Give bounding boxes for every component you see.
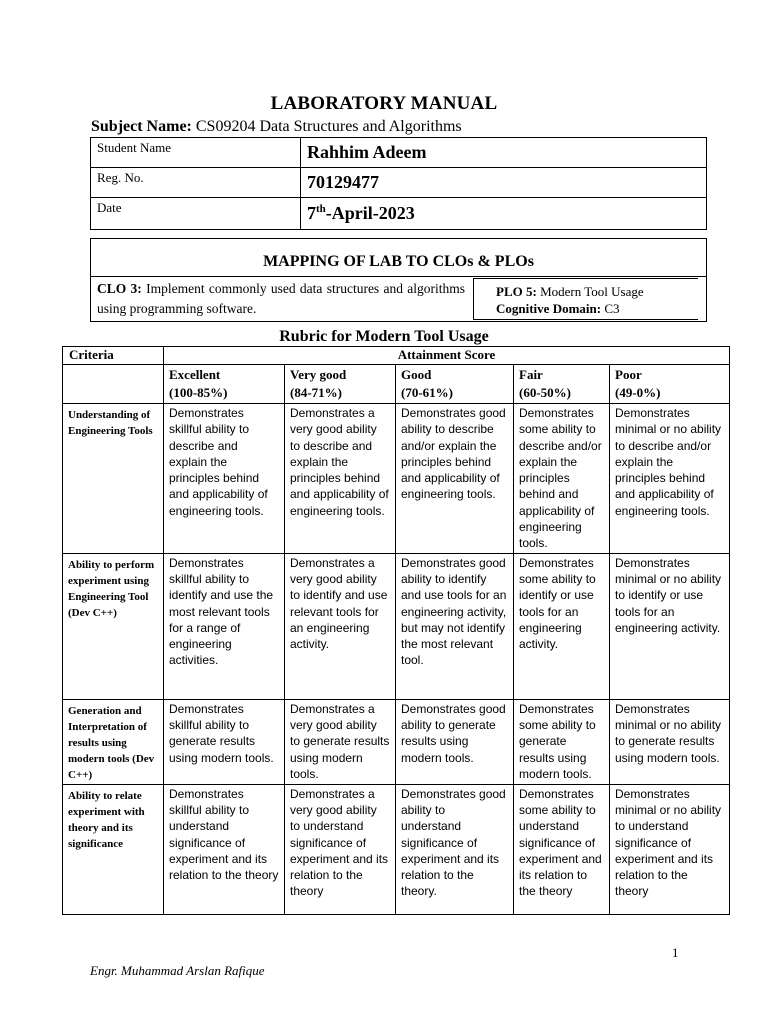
- cognitive-domain-label: Cognitive Domain:: [496, 301, 602, 316]
- level-name: Good: [401, 367, 432, 382]
- level-range: (84-71%): [290, 385, 342, 400]
- rubric-cell: Demonstrates a very good ability to identify and use relevant tools for an engineering activity.: [285, 553, 396, 699]
- reg-no-value: 70129477: [301, 168, 707, 198]
- rubric-cell: Demonstrates skillful ability to generate results using modern tools.: [164, 699, 285, 784]
- date-month-year: -April-2023: [325, 203, 415, 223]
- rubric-cell: Demonstrates a very good ability to generate results using modern tools.: [285, 699, 396, 784]
- footer-author: Engr. Muhammad Arslan Rafique: [90, 963, 265, 978]
- plo-label: PLO 5:: [496, 284, 537, 299]
- rubric-cell: Demonstrates some ability to generate results using modern tools.: [514, 699, 610, 784]
- subject-value: CS09204 Data Structures and Algorithms: [195, 118, 462, 135]
- rubric-header-row: [63, 347, 730, 365]
- date-label: Date: [91, 198, 301, 230]
- rubric-cell: Demonstrates minimal or no ability to generate results using modern tools.: [610, 699, 730, 784]
- date-value: [301, 198, 707, 230]
- mapping-title: MAPPING OF LAB TO CLOs & PLOs: [263, 253, 534, 270]
- clo-text: [97, 279, 465, 319]
- table-row: [63, 553, 730, 699]
- rubric-cell: Demonstrates some ability to describe and/or explain the principles behind and applicability of engineering tools.: [514, 404, 610, 554]
- criterion-label: Ability to relate experiment with theory and its significance: [63, 784, 164, 914]
- mapping-content: [91, 276, 706, 322]
- rubric-cell: Demonstrates skillful ability to understand significance of experiment and its relation to the theory: [164, 784, 285, 914]
- student-name-label: Student Name: [91, 138, 301, 168]
- rubric-cell: Demonstrates good ability to identify and use tools for an engineering activity, but may not identify the most relevant tool.: [396, 553, 514, 699]
- plo-box: [473, 278, 698, 320]
- level-name: Poor: [615, 367, 642, 382]
- clo-description: Implement commonly used data structures and algorithms using programming software.: [97, 281, 466, 316]
- cognitive-domain-value: C3: [604, 301, 620, 316]
- rubric-cell: Demonstrates some ability to understand significance of experiment and its relation to the theory: [514, 784, 610, 914]
- student-info-table: [90, 137, 707, 230]
- level-excellent: [164, 365, 285, 404]
- table-row: [63, 784, 730, 914]
- levels-empty-cell: [63, 365, 164, 404]
- level-range: (70-61%): [401, 385, 453, 400]
- subject-line: [91, 118, 462, 136]
- criterion-label: Generation and Interpretation of results using modern tools (Dev C++): [63, 699, 164, 784]
- reg-no-row: [91, 168, 707, 198]
- subject-label: Subject Name:: [91, 118, 192, 135]
- rubric-table: [62, 346, 730, 915]
- rubric-cell: Demonstrates good ability to generate results using modern tools.: [396, 699, 514, 784]
- rubric-cell: Demonstrates a very good ability to understand significance of experiment and its relation to the theory: [285, 784, 396, 914]
- level-range: (60-50%): [519, 385, 571, 400]
- criterion-label: Ability to perform experiment using Engineering Tool (Dev C++): [63, 553, 164, 699]
- table-row: [63, 699, 730, 784]
- rubric-cell: Demonstrates a very good ability to describe and explain the principles behind and applicability of engineering tools.: [285, 404, 396, 554]
- rubric-title: Rubric for Modern Tool Usage: [279, 328, 489, 345]
- criteria-header: Criteria: [63, 347, 164, 365]
- attainment-score-header: Attainment Score: [164, 347, 730, 365]
- plo-description: Modern Tool Usage: [540, 284, 644, 299]
- level-name: Excellent: [169, 367, 221, 382]
- table-row: [63, 404, 730, 554]
- rubric-cell: Demonstrates minimal or no ability to describe and/or explain the principles behind and applicability of engineering tools.: [610, 404, 730, 554]
- rubric-cell: Demonstrates minimal or no ability to identify or use tools for an engineering activity.: [610, 553, 730, 699]
- level-poor: [610, 365, 730, 404]
- date-row: [91, 198, 707, 230]
- plo-text: [496, 283, 644, 317]
- date-day: 7: [307, 203, 316, 223]
- level-range: (49-0%): [615, 385, 661, 400]
- mapping-box: [90, 238, 707, 322]
- student-name-value: Rahhim Adeem: [301, 138, 707, 168]
- level-name: Fair: [519, 367, 543, 382]
- date-suffix: th: [316, 203, 326, 215]
- cognitive-domain-line: [496, 300, 644, 317]
- rubric-cell: Demonstrates good ability to describe and/or explain the principles behind and applicability of engineering tools.: [396, 404, 514, 554]
- page-title: LABORATORY MANUAL: [270, 93, 498, 114]
- level-good: [396, 365, 514, 404]
- rubric-cell: Demonstrates skillful ability to describe and explain the principles behind and applicability of engineering tools.: [164, 404, 285, 554]
- rubric-cell: Demonstrates good ability to understand significance of experiment and its relation to the theory.: [396, 784, 514, 914]
- level-range: (100-85%): [169, 385, 228, 400]
- reg-no-label: Reg. No.: [91, 168, 301, 198]
- level-fair: [514, 365, 610, 404]
- criterion-label: Understanding of Engineering Tools: [63, 404, 164, 554]
- level-very-good: [285, 365, 396, 404]
- rubric-levels-row: [63, 365, 730, 404]
- rubric-cell: Demonstrates skillful ability to identify and use the most relevant tools for a range of engineering activities.: [164, 553, 285, 699]
- plo-line: [496, 283, 644, 300]
- level-name: Very good: [290, 367, 347, 382]
- page-number: 1: [672, 945, 679, 960]
- student-name-row: [91, 138, 707, 168]
- clo-label: CLO 3:: [97, 281, 142, 296]
- rubric-cell: Demonstrates some ability to identify or use tools for an engineering activity.: [514, 553, 610, 699]
- rubric-cell: Demonstrates minimal or no ability to understand significance of experiment and its relation to the theory: [610, 784, 730, 914]
